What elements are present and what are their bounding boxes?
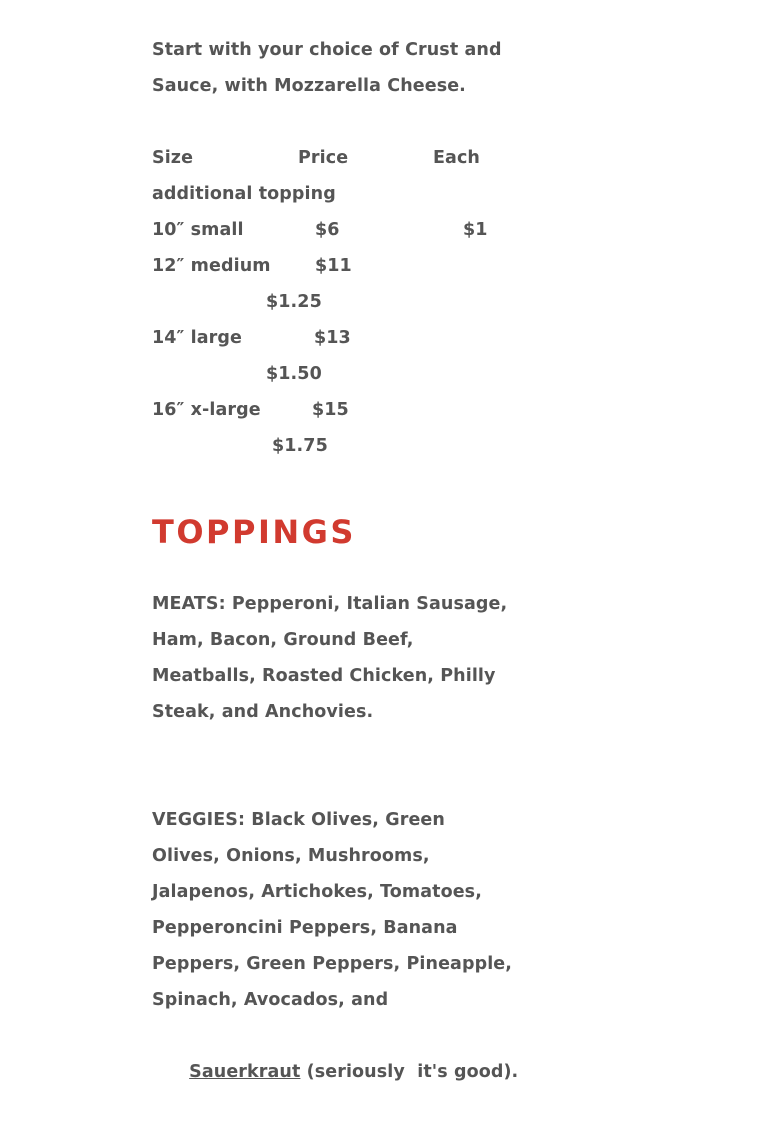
row-price: $11 <box>315 256 352 276</box>
meats-line-text: Ham, Bacon, Ground Beef, <box>152 630 414 650</box>
row-topping-price: $1.50 <box>266 364 322 384</box>
veggies-line-text: Pepperoncini Peppers, Banana <box>152 918 458 938</box>
row-size: 16″ x-large <box>152 400 261 420</box>
veggies-line <box>152 982 492 1018</box>
table-row-cont <box>152 356 492 392</box>
veggies-line <box>152 838 492 874</box>
menu-content <box>152 32 519 1082</box>
meats-line-text: Steak, and Anchovies. <box>152 702 374 722</box>
row-topping-price: $1 <box>463 220 488 240</box>
table-row <box>152 320 492 356</box>
veggies-line <box>152 874 492 910</box>
row-topping-price: $1.25 <box>266 292 322 312</box>
veggies-line <box>152 802 492 838</box>
table-row-cont <box>152 284 492 320</box>
row-topping-price: $1.75 <box>272 436 328 456</box>
veggies-line <box>152 910 492 946</box>
spacer <box>152 556 492 586</box>
header-price: Price <box>298 148 349 168</box>
meats-paragraph <box>152 586 508 730</box>
row-price: $15 <box>312 400 349 420</box>
row-price: $13 <box>314 328 351 348</box>
toppings-heading: TOPPINGS <box>152 513 356 551</box>
intro-line <box>152 32 502 68</box>
row-size: 12″ medium <box>152 256 271 276</box>
row-price: $6 <box>315 220 340 240</box>
veggies-line-last <box>152 1018 519 1082</box>
meats-line-text: MEATS: Pepperoni, Italian Sausage, <box>152 594 508 614</box>
table-row <box>152 248 492 284</box>
meats-line <box>152 658 496 694</box>
table-row <box>152 212 492 248</box>
row-size: 10″ small <box>152 220 244 240</box>
spacer <box>152 730 492 802</box>
header-each-cont: additional topping <box>152 184 336 204</box>
table-header-row-cont <box>152 176 492 212</box>
meats-line <box>152 586 508 622</box>
veggies-line-text: Peppers, Green Peppers, Pineapple, <box>152 954 513 974</box>
size-price-table <box>152 140 492 464</box>
veggies-line-text: Olives, Onions, Mushrooms, <box>152 846 430 866</box>
meats-line <box>152 694 492 730</box>
header-each: Each <box>433 148 480 168</box>
intro-line-2: Sauce, with Mozzarella Cheese. <box>152 76 466 96</box>
veggies-paragraph <box>152 802 519 1082</box>
meats-line <box>152 622 492 658</box>
intro-line <box>152 68 492 104</box>
intro-paragraph <box>152 32 502 104</box>
veggies-line-text: VEGGIES: Black Olives, Green <box>152 810 445 830</box>
toppings-heading-wrap <box>152 512 492 556</box>
table-header-row <box>152 140 492 176</box>
veggies-line-text: Jalapenos, Artichokes, Tomatoes, <box>152 882 482 902</box>
table-row-cont <box>152 428 492 464</box>
table-row <box>152 392 492 428</box>
header-size: Size <box>152 148 194 168</box>
sauerkraut-link[interactable]: Sauerkraut <box>189 1062 301 1082</box>
intro-line-1: Start with your choice of Crust and <box>152 40 502 60</box>
veggies-line-text: Spinach, Avocados, and <box>152 990 389 1010</box>
meats-line-text: Meatballs, Roasted Chicken, Philly <box>152 666 496 686</box>
row-size: 14″ large <box>152 328 242 348</box>
veggies-closing-text: (seriously it's good). <box>300 1062 519 1082</box>
spacer <box>152 104 492 140</box>
veggies-line <box>152 946 513 982</box>
